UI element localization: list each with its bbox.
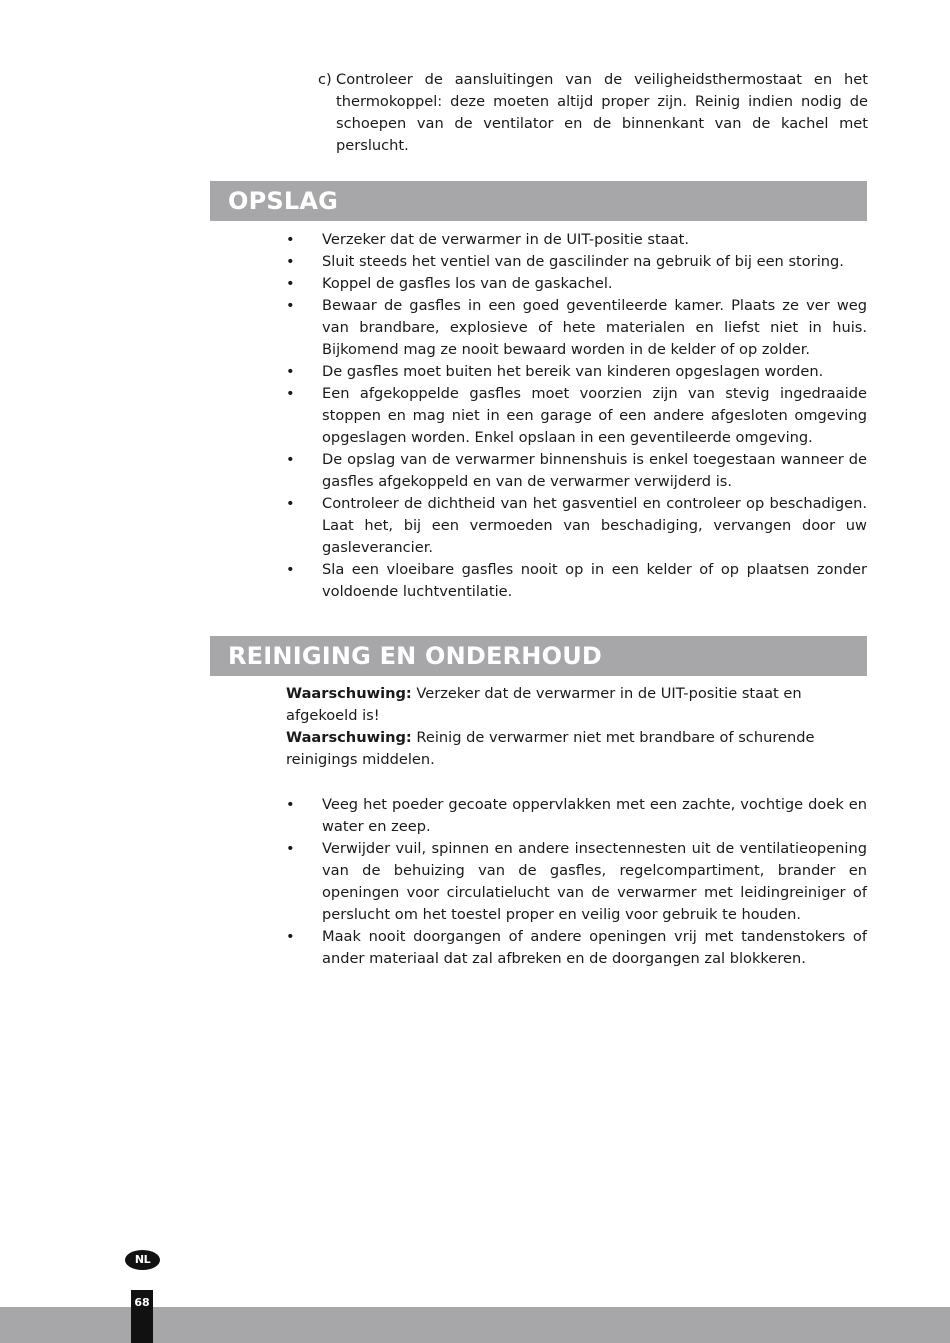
list-item-text: Controleer de dichtheid van het gasventiel en controleer op beschadigen. Laat het, bij een vermoeden van beschadiging, vervangen door uw gasleverancier. xyxy=(322,495,867,556)
list-item xyxy=(286,273,867,295)
list-item-text: Veeg het poeder gecoate oppervlakken met een zachte, vochtige doek en water en zeep. xyxy=(322,796,867,835)
list-item xyxy=(286,229,867,251)
list-item xyxy=(286,361,867,383)
list-item xyxy=(286,838,867,926)
list-item-text: Koppel de gasfles los van de gaskachel. xyxy=(322,275,613,292)
bullet-icon: • xyxy=(286,495,295,512)
bullet-icon: • xyxy=(286,796,295,813)
language-badge: NL xyxy=(125,1250,160,1270)
list-item-text: Bewaar de gasfles in een goed geventileerde kamer. Plaats ze ver weg van brandbare, explosieve of hete materialen en liefst niet in huis. Bijkomend mag ze nooit bewaard worden in de kelder of op zolder. xyxy=(322,297,867,358)
list-item xyxy=(286,251,867,273)
list-item-text: Sla een vloeibare gasfles nooit op in een kelder of op plaatsen zonder voldoende luchtventilatie. xyxy=(322,561,867,600)
list-marker-c: c) xyxy=(318,71,332,88)
warning-text: Verzeker dat de verwarmer in de UIT-positie staat en afgekoeld is! xyxy=(286,685,802,724)
bullet-icon: • xyxy=(286,275,295,292)
warning-label: Waarschuwing: xyxy=(286,685,412,702)
bullet-icon: • xyxy=(286,297,295,314)
list-item-text: Verzeker dat de verwarmer in de UIT-positie staat. xyxy=(322,231,690,248)
list-item xyxy=(286,794,867,838)
bullet-icon: • xyxy=(286,928,295,945)
list-item xyxy=(286,926,867,970)
list-item xyxy=(286,383,867,449)
page-number: 68 xyxy=(131,1290,153,1343)
warning-label: Waarschuwing: xyxy=(286,729,412,746)
warning-text: Reinig de verwarmer niet met brandbare of schurende reinigings middelen. xyxy=(286,729,815,768)
section-title-opslag: OPSLAG xyxy=(228,187,339,215)
warning-paragraph xyxy=(286,683,867,727)
list-item xyxy=(286,493,867,559)
warning-paragraph xyxy=(286,727,867,771)
section-title-reiniging: REINIGING EN ONDERHOUD xyxy=(228,642,603,670)
section-header-reiniging xyxy=(210,636,867,676)
list-item-text: Maak nooit doorgangen of andere openingen vrij met tandenstokers of ander materiaal dat zal afbreken en de doorgangen zal blokkeren. xyxy=(322,928,867,967)
reiniging-list xyxy=(286,794,867,970)
bullet-icon: • xyxy=(286,840,295,857)
bullet-icon: • xyxy=(286,561,295,578)
list-item-text: De gasfles moet buiten het bereik van kinderen opgeslagen worden. xyxy=(322,363,824,380)
bullet-icon: • xyxy=(286,253,295,270)
list-item xyxy=(286,295,867,361)
opslag-list xyxy=(286,229,867,603)
list-item-text: De opslag van de verwarmer binnenshuis is enkel toegestaan wanneer de gasfles afgekoppeld en van de verwarmer verwijderd is. xyxy=(322,451,867,490)
bullet-icon: • xyxy=(286,231,295,248)
list-item-text: Een afgekoppelde gasfles moet voorzien zijn van stevig ingedraaide stoppen en mag niet in een garage of een andere afgesloten omgeving opgeslagen worden. Enkel opslaan in een geventileerde omgeving. xyxy=(322,385,867,446)
section-header-opslag xyxy=(210,181,867,221)
bullet-icon: • xyxy=(286,385,295,402)
list-item xyxy=(286,559,867,603)
list-item xyxy=(286,449,867,493)
bullet-icon: • xyxy=(286,451,295,468)
intro-text: Controleer de aansluitingen van de veiligheidsthermostaat en het thermokoppel: deze moeten altijd proper zijn. Reinig indien nodig de schoepen van de ventilator en de binnenkant van de kachel met perslucht. xyxy=(336,71,868,154)
intro-list-item xyxy=(318,69,868,157)
bullet-icon: • xyxy=(286,363,295,380)
list-item-text: Verwijder vuil, spinnen en andere insectennesten uit de ventilatieopening van de behuizing van de gasfles, regelcompartiment, brander en openingen voor circulatielucht van de verwarmer met leidingreiniger of perslucht om het toestel proper en veilig voor gebruik te houden. xyxy=(322,840,867,923)
warnings-block xyxy=(286,683,867,771)
list-item-text: Sluit steeds het ventiel van de gascilinder na gebruik of bij een storing. xyxy=(322,253,844,270)
